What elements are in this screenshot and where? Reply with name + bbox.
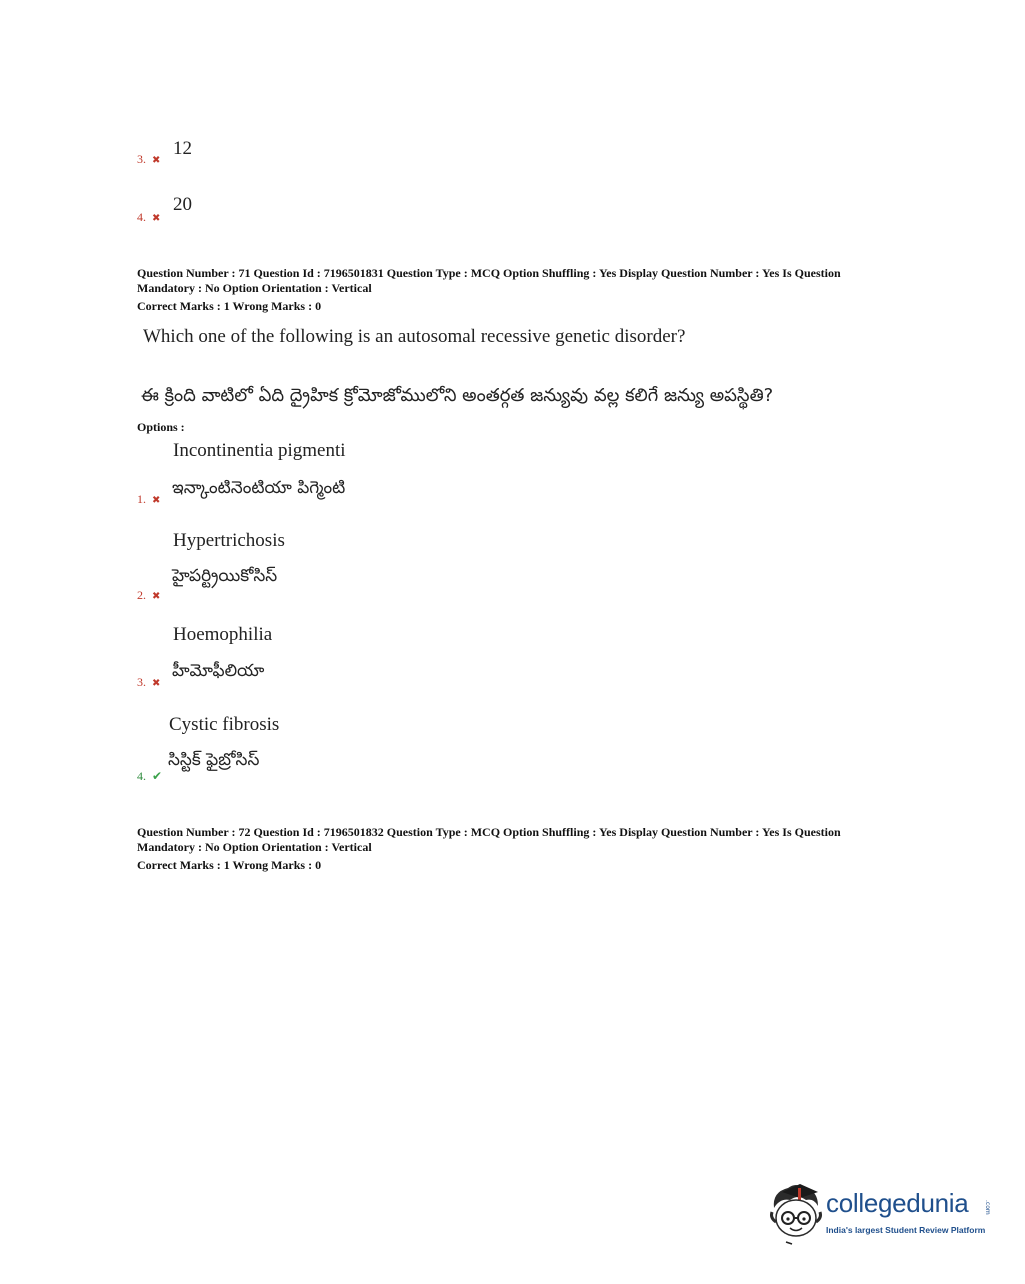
prev-option-3-number xyxy=(137,152,160,167)
meta-line: Mandatory : No Option Orientation : Vertical xyxy=(137,281,372,295)
option-number: 1. xyxy=(137,492,146,506)
question-72-meta xyxy=(137,825,907,873)
wrong-mark-icon: ✖ xyxy=(152,591,161,602)
logo-tld: .com xyxy=(984,1200,991,1215)
question-71-text-en: Which one of the following is an autosomal recessive genetic disorder? xyxy=(143,326,686,347)
mascot-icon xyxy=(768,1178,826,1248)
wrong-mark-icon: ✖ xyxy=(152,495,161,506)
prev-option-3-text: 12 xyxy=(173,138,192,159)
option-number: 3. xyxy=(137,152,146,166)
option-2-text-te: హైపర్ట్రియికోసిస్ xyxy=(172,566,278,586)
option-3-number xyxy=(137,675,160,690)
meta-line: Correct Marks : 1 Wrong Marks : 0 xyxy=(137,299,322,313)
option-number: 4. xyxy=(137,769,146,783)
question-71-text-te: ఈ క్రింది వాటిలో ఏది ద్రైహిక క్రోమోజోములోని అంతర్గత జన్యువు వల్ల కలిగే జన్యు అపస్థితి? xyxy=(141,385,774,406)
collegedunia-logo xyxy=(768,1178,998,1248)
option-3-text-te: హీమోఫీలియా xyxy=(172,661,265,681)
question-71-meta xyxy=(137,266,907,314)
meta-line: Mandatory : No Option Orientation : Vertical xyxy=(137,840,372,854)
logo-wordmark: collegedunia xyxy=(826,1188,969,1218)
meta-line: Question Number : 71 Question Id : 7196501831 Question Type : MCQ Option Shuffling : Yes Display Question Number : Yes Is Question xyxy=(137,266,841,280)
meta-line: Correct Marks : 1 Wrong Marks : 0 xyxy=(137,858,322,872)
option-4-text-te: సిస్టిక్ ఫైబ్రోసిస్ xyxy=(168,750,260,770)
option-number: 3. xyxy=(137,675,146,689)
prev-option-4-text: 20 xyxy=(173,194,192,215)
wrong-mark-icon: ✖ xyxy=(152,678,161,689)
option-2-text-en: Hypertrichosis xyxy=(173,530,285,551)
option-4-text-en: Cystic fibrosis xyxy=(169,714,280,735)
option-number: 2. xyxy=(137,588,146,602)
option-1-number xyxy=(137,492,160,507)
correct-check-icon: ✔ xyxy=(152,769,163,783)
option-1-text-te: ఇన్కాంటినెంటియా పిగ్మెంటి xyxy=(172,478,346,498)
logo-tagline: India's largest Student Review Platform xyxy=(826,1225,986,1235)
prev-option-4-number xyxy=(137,210,160,225)
options-label: Options : xyxy=(137,420,185,434)
option-4-number xyxy=(137,769,162,784)
meta-line: Question Number : 72 Question Id : 7196501832 Question Type : MCQ Option Shuffling : Yes Display Question Number : Yes Is Question xyxy=(137,825,841,839)
option-1-text-en: Incontinentia pigmenti xyxy=(173,440,346,461)
wrong-mark-icon: ✖ xyxy=(152,155,161,166)
wrong-mark-icon: ✖ xyxy=(152,213,161,224)
option-number: 4. xyxy=(137,210,146,224)
option-2-number xyxy=(137,588,160,603)
option-3-text-en: Hoemophilia xyxy=(173,624,273,645)
